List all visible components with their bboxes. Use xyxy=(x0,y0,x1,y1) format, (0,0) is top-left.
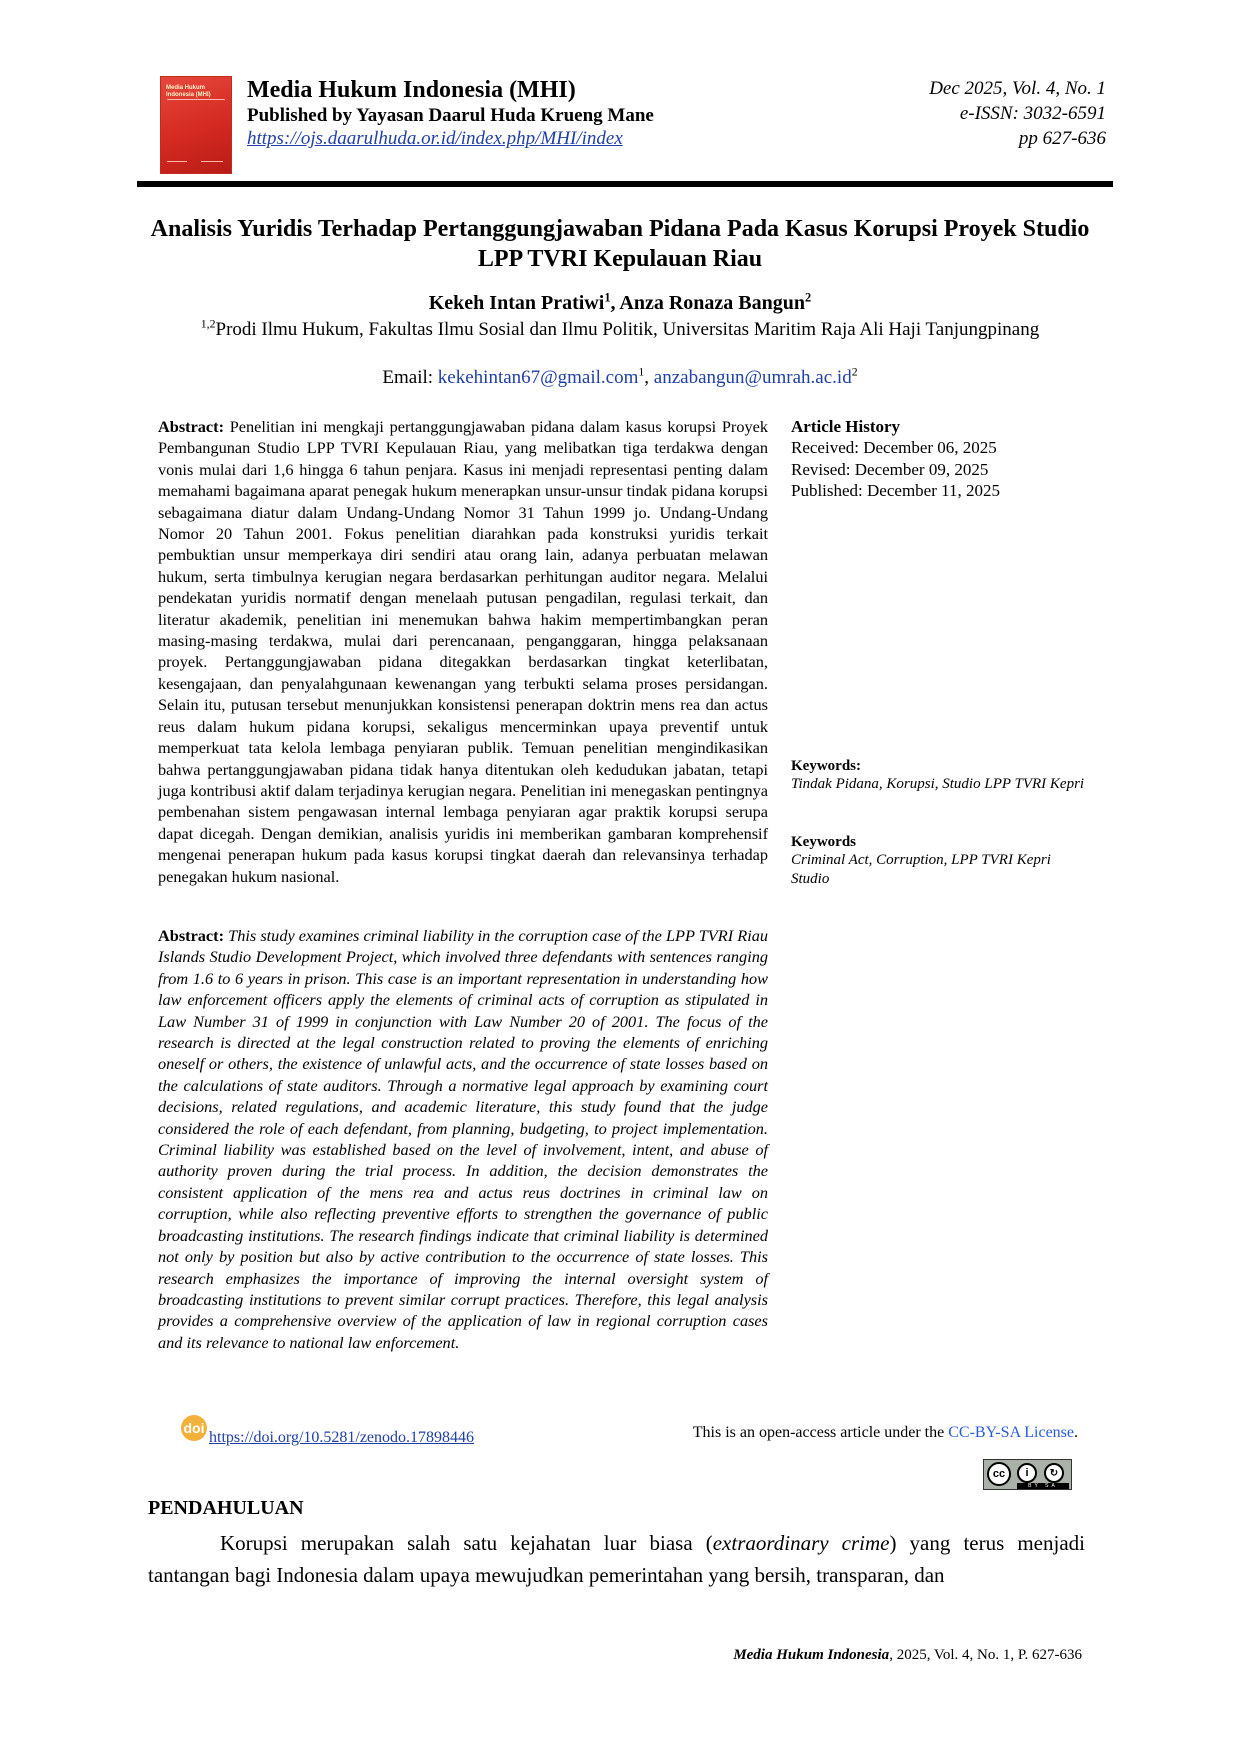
header-divider xyxy=(137,181,1113,187)
badge-caption: BY SA xyxy=(1017,1483,1069,1489)
cover-line xyxy=(167,161,187,162)
journal-title: Media Hukum Indonesia (MHI) xyxy=(247,77,576,103)
abstract-text: Penelitian ini mengkaji pertanggungjawaban pidana dalam kasus korupsi Proyek Pembangunan Studio LPP TVRI Kepulauan Riau, yang melibatkan tiga terdakwa dengan vonis mulai dari 1,6 hingga 6 tahun penjara. Kasus ini menjadi representasi penting dalam memahami bagaimana aparat penegak hukum menerapkan unsur-unsur tindak pidana korupsi sebagaimana diatur dalam Undang-Undang Nomor 31 Tahun 1999 jo. Undang-Undang Nomor 20 Tahun 2001. Fokus penelitian diarahkan pada konstruksi yuridis terkait pembuktian unsur memperkaya diri sendiri atau orang lain, adanya perbuatan melawan hukum, serta timbulnya kerugian negara berdasarkan perhitungan auditor negara. Melalui pendekatan yuridis normatif dengan menelaah putusan pengadilan, regulasi terkait, dan literatur akademik, penelitian ini menemukan bahwa hakim mempertimbangkan peran masing-masing terdakwa, mulai dari perencanaan, penganggaran, hingga pelaksanaan proyek. Pertanggungjawaban pidana ditegakkan berdasarkan tingkat keterlibatan, kesengajaan, dan penyalahgunaan kewenangan yang terbukti selama proses persidangan. Selain itu, putusan tersebut menunjukkan konsistensi penerapan doktrin mens rea dan actus reus dalam hukum pidana korupsi, sekaligus mencerminkan upaya preventif untuk memperkuat tata kelola lembaga penyiaran publik. Temuan penelitian mengindikasikan bahwa pertanggungjawaban pidana tidak hanya ditentukan oleh kedudukan jabatan, tetapi juga kontribusi aktif dalam terjadinya kerugian negara. Penelitian ini menegaskan pentingnya pembenahan sistem pengawasan internal lembaga penyiaran agar praktik korupsi serupa dapat dicegah. Dengan demikian, analisis yuridis ini memberikan gambaran komprehensif mengenai penerapan hukum pada kasus korupsi tingkat daerah dan relevansinya terhadap penegakan hukum nasional. xyxy=(158,417,768,886)
affiliation xyxy=(140,318,1100,342)
cc-by-sa-badge[interactable] xyxy=(983,1459,1072,1490)
author-superscript: 2 xyxy=(805,290,812,305)
cover-line xyxy=(201,161,223,162)
footer-journal: Media Hukum Indonesia xyxy=(733,1647,890,1663)
share-alike-icon: ↻ xyxy=(1044,1463,1064,1483)
author-name: Anza Ronaza Bangun xyxy=(619,292,806,314)
email-superscript: 1 xyxy=(638,365,645,379)
paragraph-italic: extraordinary crime xyxy=(712,1531,890,1555)
journal-issue-info xyxy=(929,76,1106,151)
abstract-indonesian xyxy=(158,416,768,887)
issue-volume: Dec 2025, Vol. 4, No. 1 xyxy=(929,78,1106,99)
journal-cover-image xyxy=(161,77,231,173)
license-suffix: . xyxy=(1074,1424,1078,1441)
keywords-heading: Keywords xyxy=(791,834,856,850)
affiliation-text: Prodi Ilmu Hukum, Fakultas Ilmu Sosial dan Ilmu Politik, Universitas Maritim Raja Ali Haji Tanjungpinang xyxy=(215,319,1040,340)
email-label: Email: xyxy=(382,367,438,388)
cover-title: Media Hukum Indonesia (MHI) xyxy=(166,85,211,98)
cover-line xyxy=(167,99,225,100)
doi-icon: doi xyxy=(181,1415,207,1441)
affiliation-superscript: 1,2 xyxy=(200,317,216,331)
authors xyxy=(140,292,1100,315)
email-link-1[interactable]: kekehintan67@gmail.com xyxy=(437,367,639,388)
page-footer xyxy=(733,1647,1082,1664)
journal-url-link[interactable]: https://ojs.daarulhuda.or.id/index.php/MHI/index xyxy=(247,128,623,149)
body-paragraph xyxy=(148,1527,1085,1591)
abstract-label: Abstract: xyxy=(158,926,225,945)
attribution-icon: i xyxy=(1017,1463,1037,1483)
license-link[interactable]: CC-BY-SA License xyxy=(948,1424,1074,1441)
footer-citation: , 2025, Vol. 4, No. 1, P. 627-636 xyxy=(889,1647,1082,1663)
author-name: Kekeh Intan Pratiwi xyxy=(428,292,605,314)
keywords-english xyxy=(791,834,1091,889)
journal-publisher: Published by Yayasan Daarul Huda Krueng Mane xyxy=(247,105,654,126)
author-separator: , xyxy=(610,292,620,314)
paragraph-text: ) yang terus menjadi tantangan bagi Indonesia dalam upaya mewujudkan pemerintahan yang bersih, transparan, dan xyxy=(148,1531,1085,1587)
email-line xyxy=(140,367,1100,389)
email-superscript: 2 xyxy=(851,365,858,379)
keywords-text: Tindak Pidana, Korupsi, Studio LPP TVRI Kepri xyxy=(791,776,1085,792)
doi-link[interactable]: https://doi.org/10.5281/zenodo.17898446 xyxy=(209,1429,475,1446)
abstract-text: This study examines criminal liability in the corruption case of the LPP TVRI Riau Islands Studio Development Project, which involved three defendants with sentences ranging from 1.6 to 6 years in prison. This case is an important representation in understanding how law enforcement officers apply the elements of criminal acts of corruption as stipulated in Law Number 31 of 1999 in conjunction with Law Number 20 of 2001. The focus of the research is directed at the legal construction related to proving the elements of enriching oneself or others, the existence of unlawful acts, and the occurrence of state losses based on the calculations of state auditors. Through a normative legal approach by examining court decisions, related regulations, and academic literature, this study found that the judge considered the role of each defendant, from planning, budgeting, to project implementation. Criminal liability was established based on the level of involvement, intent, and abuse of authority proven during the trial process. In addition, the decision demonstrates the consistent application of the mens rea and actus reus doctrines in criminal law on corruption, while also reflecting preventive efforts to strengthen the governance of public broadcasting institutions. The research findings indicate that criminal liability is determined not only by position but also by active contribution to the occurrence of state losses. This research emphasizes the importance of improving the internal oversight system of broadcasting institutions to prevent similar corrupt practices. Therefore, this legal analysis provides a comprehensive overview of the application of law in regional corruption cases and its relevance to national law enforcement. xyxy=(158,926,768,1352)
email-separator: , xyxy=(644,367,654,388)
history-published: Published: December 11, 2025 xyxy=(791,481,1000,501)
eissn: e-ISSN: 3032-6591 xyxy=(959,103,1106,124)
article-history xyxy=(791,416,1091,502)
cc-icon: cc xyxy=(987,1462,1011,1486)
history-heading: Article History xyxy=(791,417,901,436)
open-access-notice xyxy=(693,1424,1078,1442)
doi-line xyxy=(181,1421,474,1447)
author-superscript: 1 xyxy=(604,290,611,305)
keywords-indonesian xyxy=(791,758,1091,794)
license-text: This is an open-access article under the xyxy=(692,1424,949,1441)
page-range: pp 627-636 xyxy=(1018,128,1106,149)
keywords-text: Criminal Act, Corruption, LPP TVRI Kepri Studio xyxy=(791,852,1051,887)
paper-title: Analisis Yuridis Terhadap Pertanggungjawaban Pidana Pada Kasus Korupsi Proyek Studio LPP TVRI Kepulauan Riau xyxy=(150,216,1090,272)
history-revised: Revised: December 09, 2025 xyxy=(791,459,989,479)
paragraph-text: Korupsi merupakan salah satu kejahatan luar biasa ( xyxy=(220,1531,713,1555)
keywords-heading: Keywords: xyxy=(791,758,861,774)
section-heading: PENDAHULUAN xyxy=(148,1497,304,1519)
email-link-2[interactable]: anzabangun@umrah.ac.id xyxy=(653,367,852,388)
abstract-english xyxy=(158,925,768,1353)
abstract-label: Abstract: xyxy=(158,417,225,436)
history-received: Received: December 06, 2025 xyxy=(791,438,997,458)
